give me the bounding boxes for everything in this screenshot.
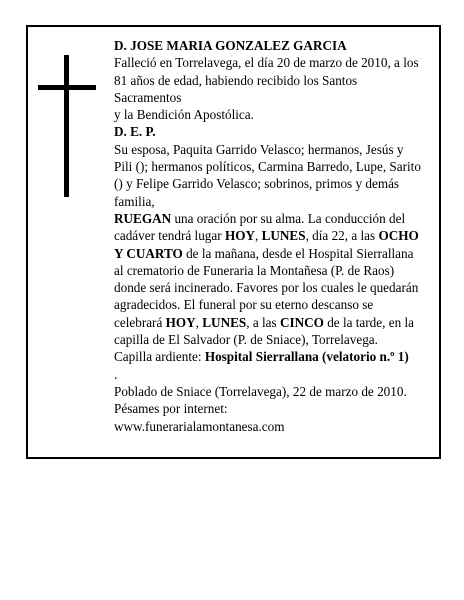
- capilla-line: Capilla ardiente: Hospital Sierrallana (velatorio n.º 1): [114, 349, 409, 365]
- place-date: Poblado de Sniace (Torrelavega), 22 de marzo de 2010.: [114, 383, 407, 399]
- cross-icon-bar: [38, 85, 96, 90]
- website-link: www.funerarialamontanesa.com: [114, 418, 285, 434]
- deceased-name: D. JOSE MARIA GONZALEZ GARCIA: [114, 38, 347, 53]
- blessing-line: y la Bendición Apostólica.: [114, 107, 254, 123]
- cross-icon: [64, 55, 69, 197]
- pesames-label: Pésames por internet:: [114, 401, 228, 417]
- obituary-text: [114, 37, 424, 435]
- family-paragraph: Su esposa, Paquita Garrido Velasco; hermanos, Jesús y Pili (); hermanos políticos, Carmina Barredo, Lupe, Sarito () y Felipe Garrido Velasco; sobrinos, primos y demás familia,: [114, 141, 421, 209]
- capilla-dot: .: [114, 366, 118, 382]
- dep-line: D. E. P.: [114, 124, 156, 140]
- ceremony-paragraph: RUEGAN una oración por su alma. La conducción del cadáver tendrá lugar HOY, LUNES, día 22, a las OCHO Y CUARTO de la mañana, desde el Hospital Sierrallana al crematorio de Funeraria la Montañesa (P. de Raos) donde será incinerado. Favores por los cuales le quedarán agradecidos. El funeral por su eterno descanso se celebrará HOY, LUNES, a las CINCO de la tarde, en la capilla de El Salvador (P. de Sniace), Torrelavega.: [114, 210, 419, 348]
- death-line: Falleció en Torrelavega, el día 20 de marzo de 2010, a los 81 años de edad, habiendo recibido los Santos Sacramentos: [114, 55, 419, 105]
